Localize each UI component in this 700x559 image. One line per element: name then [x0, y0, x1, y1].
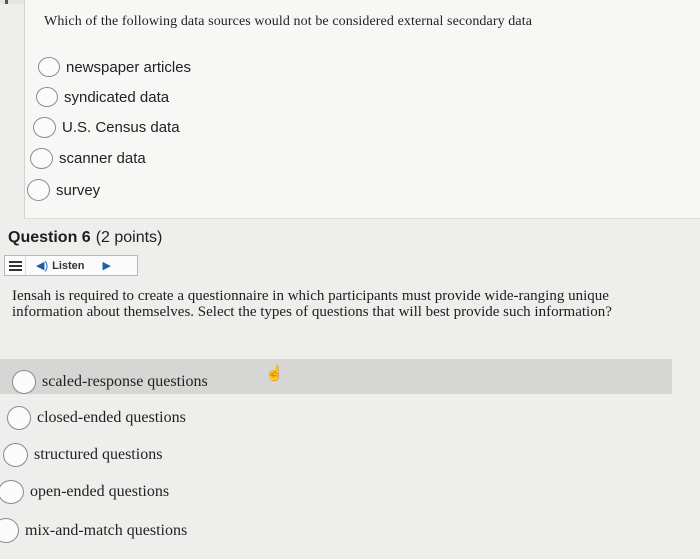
option-label: scaled-response questions [42, 373, 208, 390]
option-syndicated-data[interactable] [36, 87, 169, 107]
radio-button[interactable] [30, 148, 53, 169]
radio-button[interactable] [27, 179, 50, 201]
option-label: newspaper articles [66, 58, 192, 76]
radio-button[interactable] [38, 57, 60, 77]
play-icon[interactable]: ▶ [102, 260, 111, 272]
option-open-ended[interactable] [0, 480, 169, 504]
listen-toolbar [4, 255, 138, 276]
question-5-card [24, 0, 700, 219]
question-points: (2 points) [95, 229, 163, 246]
option-label: U.S. Census data [62, 119, 180, 136]
question-5-text: Which of the following data sources would not be considered external secondary data [44, 14, 533, 29]
question-6-text: Iensah is required to create a questionnaire in which participants must provide wide-ranging unique information about themselves. Select the types of questions that will best provide such information? [12, 288, 612, 320]
question-number: Question 6 [8, 229, 91, 246]
radio-button[interactable] [7, 406, 31, 430]
question-6-header [8, 229, 162, 247]
option-scaled-response[interactable] [12, 370, 208, 394]
radio-button[interactable] [36, 87, 58, 107]
strip-tick [5, 0, 8, 4]
option-label: structured questions [34, 446, 163, 463]
option-scanner-data[interactable] [30, 148, 146, 169]
listen-button[interactable]: Listen [52, 259, 85, 272]
option-label: open-ended questions [30, 483, 170, 500]
option-label: survey [56, 181, 101, 199]
radio-button[interactable] [0, 518, 19, 543]
option-label: scanner data [59, 150, 146, 167]
option-mix-and-match[interactable] [0, 518, 187, 543]
radio-button[interactable] [0, 480, 24, 504]
radio-button[interactable] [33, 117, 56, 138]
option-survey[interactable] [27, 179, 100, 201]
option-label: closed-ended questions [37, 409, 186, 426]
radio-button[interactable] [12, 370, 36, 394]
option-label: syndicated data [64, 88, 170, 106]
hamburger-menu-icon[interactable] [5, 256, 26, 275]
option-census-data[interactable] [33, 117, 180, 138]
option-structured[interactable] [3, 443, 162, 467]
option-newspaper-articles[interactable] [38, 57, 191, 77]
option-label: mix-and-match questions [25, 521, 188, 539]
hand-cursor-icon: ☝ [265, 365, 284, 382]
option-closed-ended[interactable] [7, 406, 186, 430]
speaker-icon[interactable]: ◀) [36, 260, 49, 272]
radio-button[interactable] [3, 443, 28, 467]
